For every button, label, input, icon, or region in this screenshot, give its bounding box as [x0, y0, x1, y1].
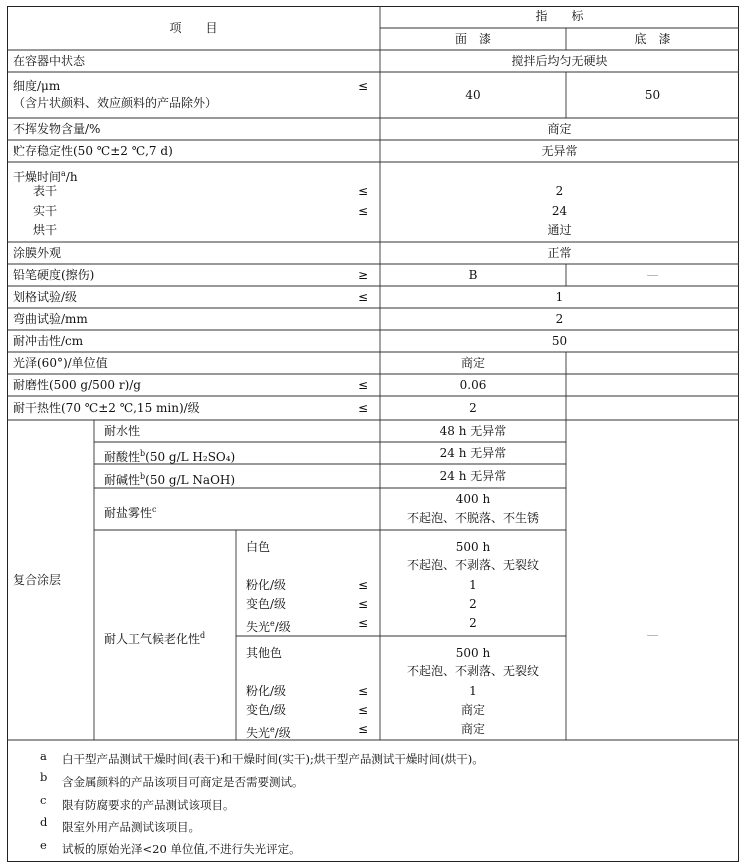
gloss-label: 光泽(60°)/单位值 — [13, 356, 108, 370]
weathering-label-text: 耐人工气候老化性 — [104, 632, 201, 646]
white-color-label: 变色/级 — [246, 597, 287, 611]
state-label: 在容器中状态 — [13, 54, 86, 68]
footnote-a-text: 白干型产品测试干燥时间(表干)和干燥时间(实干);烘干型产品测试干燥时间(烘干)。 — [62, 752, 484, 766]
other-desc: 不起泡、不剥落、无裂纹 — [406, 664, 539, 678]
other-color-label: 变色/级 — [246, 703, 287, 717]
abrasion-label: 耐磨性(500 g/500 r)/g — [13, 378, 141, 392]
heat-label: 耐干热性(70 ℃±2 ℃,15 min)/级 — [13, 401, 200, 415]
footnote-e-mark: e — [40, 838, 47, 852]
white-chalk-relation: ≤ — [358, 578, 369, 592]
other-chalk-value: 1 — [469, 684, 477, 698]
white-gloss-text: 失光 — [246, 620, 271, 634]
alkali-label — [104, 469, 235, 488]
weathering-footnote-mark: d — [200, 631, 206, 640]
fineness-topcoat: 40 — [465, 88, 481, 102]
other-label: 其他色 — [246, 646, 283, 660]
heat-relation: ≤ — [358, 401, 369, 415]
other-gloss-label — [246, 722, 291, 741]
composite-primer-value: — — [646, 628, 659, 642]
footnote-b-text: 含金属颜料的产品该项目可商定是否需要测试。 — [62, 775, 304, 789]
white-label: 白色 — [246, 540, 271, 554]
other-gloss-relation: ≤ — [358, 722, 369, 736]
other-chalk-relation: ≤ — [358, 684, 369, 698]
pencil-label: 铅笔硬度(擦伤) — [13, 268, 95, 282]
drying-label-unit: /h — [65, 170, 78, 184]
drying-surface-relation: ≤ — [358, 184, 369, 198]
storage-label: 贮存稳定性(50 ℃±2 ℃,7 d) — [13, 144, 173, 158]
white-desc: 不起泡、不剥落、无裂纹 — [406, 558, 539, 572]
appearance-value: 正常 — [547, 246, 572, 260]
saltspray-label-text: 耐盐雾性 — [104, 506, 153, 520]
footnote-b-mark: b — [40, 770, 48, 784]
acid-label — [104, 446, 235, 465]
pencil-primer: — — [646, 268, 659, 282]
fineness-primer: 50 — [644, 88, 661, 102]
white-chalk-value: 1 — [469, 578, 477, 592]
pencil-relation: ≥ — [358, 268, 369, 282]
saltspray-value-2: 不起泡、不脱落、不生锈 — [406, 511, 539, 525]
drying-label-text: 干燥时间 — [13, 170, 62, 184]
alkali-condition: (50 g/L NaOH) — [145, 473, 236, 487]
saltspray-label — [104, 502, 157, 521]
heat-topcoat: 2 — [469, 401, 477, 415]
nonvolatile-value: 商定 — [547, 122, 572, 136]
header-item: 项 目 — [169, 21, 218, 35]
water-label: 耐水性 — [104, 424, 141, 438]
water-value: 48 h 无异常 — [439, 424, 507, 438]
alkali-value: 24 h 无异常 — [439, 469, 507, 483]
fineness-label: 细度/μm — [13, 79, 61, 93]
acid-footnote-mark: b — [140, 449, 146, 458]
footnote-c-mark: c — [40, 793, 47, 807]
white-gloss-label — [246, 616, 291, 635]
header-topcoat: 面 漆 — [454, 32, 491, 46]
white-color-value: 2 — [469, 597, 477, 611]
drying-surface-label: 表干 — [33, 184, 58, 198]
weathering-label — [104, 628, 205, 647]
other-color-relation: ≤ — [358, 703, 369, 717]
acid-condition: (50 g/L H₂SO₄) — [145, 450, 236, 464]
storage-value: 无异常 — [541, 144, 578, 158]
pencil-topcoat: B — [468, 268, 478, 282]
acid-value: 24 h 无异常 — [439, 446, 507, 460]
drying-hard-value: 24 — [551, 204, 568, 218]
impact-value: 50 — [551, 334, 568, 348]
footnote-d-mark: d — [40, 815, 48, 829]
other-hours: 500 h — [455, 646, 491, 660]
white-chalk-label: 粉化/级 — [246, 578, 287, 592]
impact-label: 耐冲击性/cm — [13, 334, 84, 348]
appearance-label: 涂膜外观 — [13, 246, 62, 260]
drying-label — [13, 166, 78, 185]
footnote-c-text: 限有防腐要求的产品测试该项目。 — [62, 798, 235, 812]
bending-value: 2 — [555, 312, 564, 326]
crosscut-value: 1 — [555, 290, 564, 304]
drying-footnote-mark: a — [61, 169, 66, 178]
other-gloss-unit: /级 — [274, 726, 291, 740]
white-hours: 500 h — [455, 540, 491, 554]
abrasion-relation: ≤ — [358, 378, 369, 392]
drying-bake-value: 通过 — [547, 223, 572, 237]
gloss-topcoat: 商定 — [460, 356, 485, 370]
white-gloss-footnote-mark: e — [270, 619, 275, 628]
composite-label: 复合涂层 — [13, 573, 62, 587]
alkali-label-text: 耐碱性 — [104, 473, 141, 487]
other-chalk-label: 粉化/级 — [246, 684, 287, 698]
crosscut-label: 划格试验/级 — [13, 290, 78, 304]
other-color-value: 商定 — [460, 703, 485, 717]
other-gloss-footnote-mark: e — [270, 725, 275, 734]
abrasion-topcoat: 0.06 — [459, 378, 487, 392]
drying-surface-value: 2 — [555, 184, 564, 198]
saltspray-value-1: 400 h — [455, 492, 491, 506]
crosscut-relation: ≤ — [358, 290, 369, 304]
acid-label-text: 耐酸性 — [104, 450, 141, 464]
white-gloss-value: 2 — [469, 616, 477, 630]
fineness-relation: ≤ — [358, 79, 369, 93]
other-gloss-text: 失光 — [246, 726, 271, 740]
white-gloss-unit: /级 — [274, 620, 291, 634]
drying-bake-label: 烘干 — [33, 223, 58, 237]
other-gloss-value: 商定 — [460, 722, 485, 736]
footnote-a-mark: a — [40, 749, 47, 763]
nonvolatile-label: 不挥发物含量/% — [13, 122, 101, 136]
footnote-d-text: 限室外用产品测试该项目。 — [62, 820, 200, 834]
header-index: 指 标 — [535, 9, 584, 23]
header-primer: 底 漆 — [634, 32, 671, 46]
white-color-relation: ≤ — [358, 597, 369, 611]
fineness-note: （含片状颜料、效应颜料的产品除外） — [13, 96, 218, 110]
white-gloss-relation: ≤ — [358, 616, 369, 630]
footnote-e-text: 试板的原始光泽<20 单位值,不进行失光评定。 — [62, 842, 301, 856]
drying-hard-relation: ≤ — [358, 204, 369, 218]
drying-hard-label: 实干 — [33, 204, 58, 218]
bending-label: 弯曲试验/mm — [13, 312, 88, 326]
saltspray-footnote-mark: c — [152, 505, 157, 514]
state-value: 搅拌后均匀无硬块 — [511, 54, 608, 68]
alkali-footnote-mark: b — [140, 472, 146, 481]
